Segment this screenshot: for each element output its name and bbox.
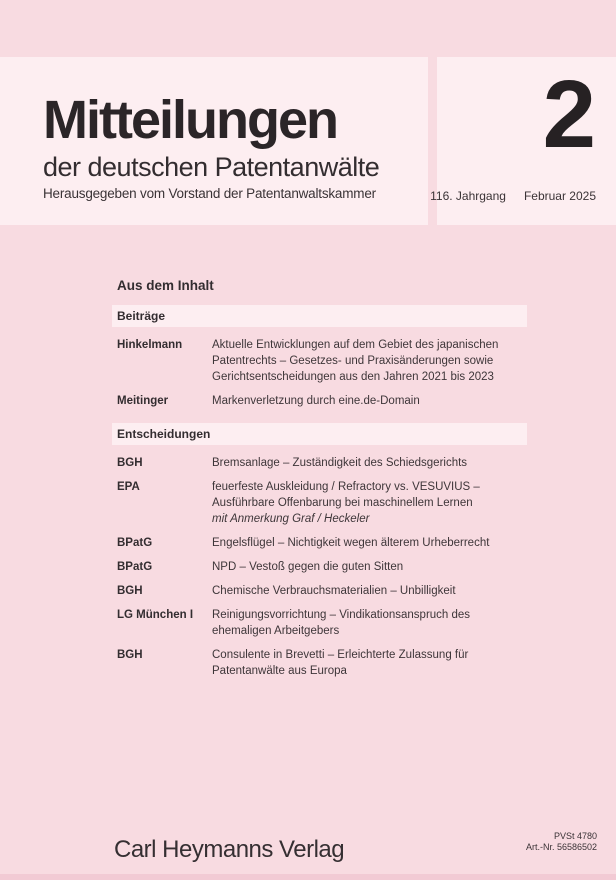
toc-entry: [117, 393, 527, 409]
section-label: Entscheidungen: [117, 427, 211, 441]
postal-id: PVSt 4780: [553, 831, 597, 841]
entry-source: LG München I: [117, 609, 194, 621]
volume-label: 116. Jahrgang: [430, 189, 506, 203]
journal-title: Mitteilungen: [43, 90, 337, 150]
toc-entry: [117, 583, 527, 599]
masthead-panel: [0, 57, 428, 225]
entry-source: BGH: [117, 585, 143, 597]
section-label: Beiträge: [117, 309, 166, 323]
issue-month: Februar 2025: [523, 189, 596, 203]
publisher-name: Carl Heymanns Verlag: [114, 836, 345, 863]
entry-text: Consulente in Brevetti – Erleichterte Zulassung für Patentanwälte aus Europa: [212, 649, 469, 677]
entry-text: Bremsanlage – Zuständigkeit des Schiedsgerichts: [212, 457, 468, 469]
toc-entry: [117, 559, 527, 575]
entry-source: BPatG: [117, 537, 153, 549]
section-entscheidungen: [112, 423, 527, 679]
section-entries: [112, 327, 527, 409]
entry-text-main: feuerfeste Auskleidung / Refractory vs. VESUVIUS – Ausführbare Offenbarung bei maschinellem Lernen: [212, 481, 480, 509]
contents-heading: Aus dem Inhalt: [117, 278, 214, 293]
section-entries: [112, 445, 527, 679]
section-bar: [112, 305, 527, 327]
table-of-contents: [112, 278, 527, 687]
entry-text: Reinigungsvorrichtung – Vindikationsanspruch des ehemaligen Arbeitgebers: [212, 609, 471, 637]
toc-entry: [117, 647, 527, 679]
issue-meta: [430, 189, 596, 203]
footer-meta: [526, 831, 597, 853]
entry-text: Aktuelle Entwicklungen auf dem Gebiet des japanischen Patentrechts – Gesetzes- und Praxisänderungen sowie Gerichtsentscheidungen aus den Jahren 2021 bis 2023: [212, 339, 499, 383]
entry-text: [212, 479, 514, 527]
entry-source: EPA: [117, 481, 140, 493]
entry-source: BGH: [117, 649, 143, 661]
section-beitraege: [112, 305, 527, 409]
entry-source: BGH: [117, 457, 143, 469]
issue-number: 2: [542, 61, 596, 168]
toc-entry: [117, 607, 527, 639]
entry-source: Hinkelmann: [117, 339, 183, 351]
entry-text: Markenverletzung durch eine.de-Domain: [212, 395, 420, 407]
article-number: Art.-Nr. 56586502: [525, 842, 597, 852]
entry-text: Engelsflügel – Nichtigkeit wegen älterem Urheberrecht: [212, 537, 490, 549]
issue-panel: [430, 57, 616, 225]
journal-tagline: Herausgegeben vom Vorstand der Patentanwaltskammer: [43, 186, 376, 201]
entry-text: NPD – Vestoß gegen die guten Sitten: [212, 561, 404, 573]
toc-entry: [117, 479, 527, 527]
entry-source: Meitinger: [117, 395, 169, 407]
toc-entry: [117, 337, 527, 385]
entry-note: mit Anmerkung Graf / Heckeler: [212, 513, 370, 525]
toc-entry: [117, 455, 527, 471]
toc-entry: [117, 535, 527, 551]
journal-subtitle: der deutschen Patentanwälte: [43, 152, 380, 182]
entry-source: BPatG: [117, 561, 153, 573]
entry-text: Chemische Verbrauchsmaterialien – Unbilligkeit: [212, 585, 456, 597]
section-bar: [112, 423, 527, 445]
page-bottom-edge: [0, 874, 616, 880]
